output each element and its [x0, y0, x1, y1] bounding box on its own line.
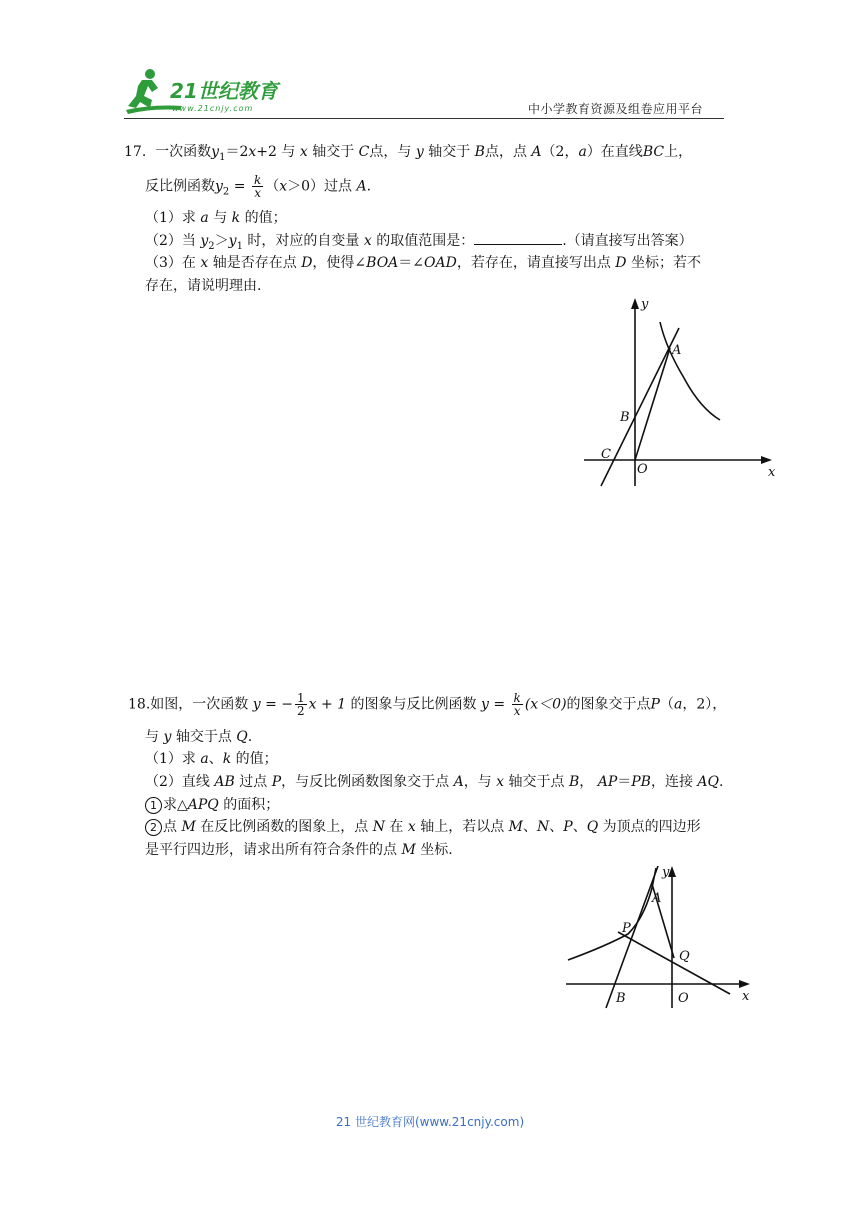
fraction-one-half: $\frac{1}{2}$	[297, 691, 305, 718]
label-x: x	[768, 465, 776, 480]
label-a: A	[672, 343, 682, 358]
x-arrow-icon	[739, 980, 750, 988]
q17-part3-cont: 存在，请说明理由.	[145, 278, 262, 294]
label-o: O	[678, 991, 689, 1006]
label-x: x	[742, 989, 750, 1004]
y-arrow-icon	[631, 298, 639, 309]
q18-subpart1: 1 求△APQ 的面积；	[145, 795, 279, 815]
q18-part1: （1）求 a、k 的值；	[145, 751, 278, 767]
logo-url: www.21cnjy.com	[172, 104, 254, 113]
figure-q18	[566, 862, 756, 1010]
fraction-k-over-x: $\frac{k}{x}$	[513, 691, 521, 718]
line-ab	[606, 866, 658, 1008]
q17-line1: 17. 一次函数$y_1=2x+2$ 与 x 轴交于 C点，与 y 轴交于 B点，点 A（2，a）在直线BC上，	[124, 144, 693, 163]
platform-title: 中小学教育资源及组卷应用平台	[528, 102, 704, 116]
label-y: y	[641, 297, 649, 312]
label-b: B	[620, 410, 630, 425]
label-c: C	[601, 447, 611, 462]
figure-q17	[584, 296, 780, 490]
circled-number-1: 1	[145, 797, 162, 814]
q17-part2: （2）当 $y_2>y_1$ 时，对应的自变量 x 的取值范围是： .（请直接写出答案）	[145, 230, 693, 251]
q18-subpart2-cont: 是平行四边形，请求出所有符合条件的点 M 坐标.	[145, 842, 453, 858]
label-y: y	[662, 865, 670, 880]
label-q: Q	[679, 949, 690, 964]
q18-part2: （2）直线 AB 过点 P，与反比例函数图象交于点 A，与 x 轴交于点 B， AP＝PB，连接 AQ.	[145, 774, 724, 790]
logo	[122, 66, 292, 118]
fraction-k-over-x: $\frac{k}{x}$	[253, 173, 262, 200]
q18-line1: 18.如图，一次函数 y = − $\frac{1}{2}$ x + 1 的图象与反比例函数 y = $\frac{k}{x}$ (x＜0)的图象交于点P（a，2），	[128, 691, 727, 718]
header-divider	[124, 118, 724, 119]
answer-blank[interactable]	[474, 230, 562, 245]
x-arrow-icon	[761, 456, 772, 464]
hyperbola-curve	[660, 322, 720, 420]
q18-line2: 与 y 轴交于点 Q.	[145, 729, 253, 745]
q17-line2: 反比例函数$y_2$ = $\frac{k}{x}$ （x＞0）过点 A.	[145, 173, 372, 200]
label-a: A	[652, 891, 662, 906]
label-p: P	[622, 921, 631, 936]
q17-part3: （3）在 x 轴是否存在点 D，使得∠BOA＝∠OAD，若存在，请直接写出点 D 坐标；若不	[145, 255, 701, 271]
label-b: B	[616, 991, 626, 1006]
logo-text: 21世纪教育	[170, 79, 278, 103]
footer-link[interactable]: 21 世纪教育网(www.21cnjy.com)	[335, 1115, 525, 1129]
circled-number-2: 2	[145, 819, 162, 836]
segment-oa	[635, 348, 670, 460]
q17-part1: （1）求 a 与 k 的值；	[145, 210, 287, 226]
q18-subpart2: 2 点 M 在反比例函数的图象上，点 N 在 x 轴上，若以点 M、N、P、Q 为顶点的四边形	[145, 817, 701, 837]
label-o: O	[637, 462, 648, 477]
